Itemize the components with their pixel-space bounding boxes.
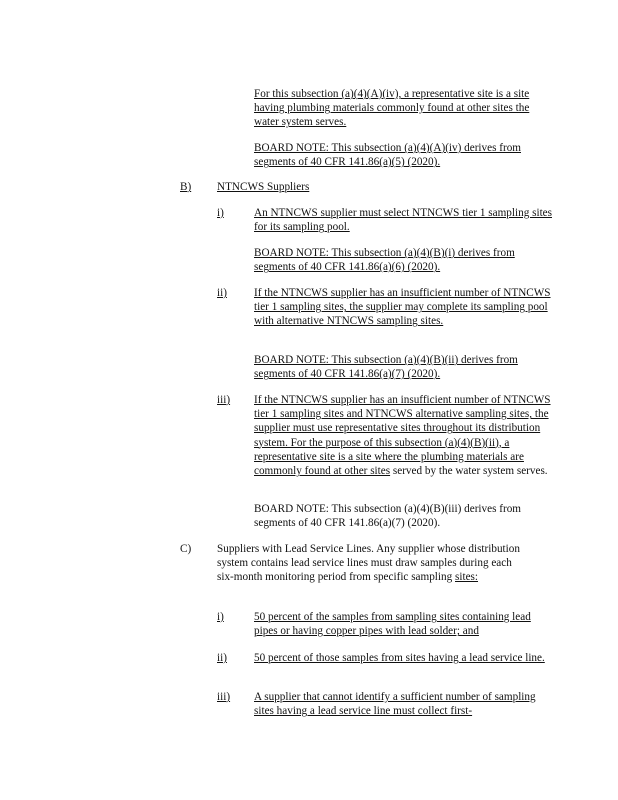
paragraph-representative-site: For this subsection (a)(4)(A)(iv), a representative site is a site having plumbing materials commonly found at other sites the water system serves. — [254, 88, 530, 129]
section-heading-b: NTNCWS Suppliers — [217, 181, 310, 193]
item-label-c-iii: iii) — [217, 691, 231, 703]
item-text-c-ii: 50 percent of those samples from sites having a lead service line. — [254, 652, 545, 664]
item-label-c-ii: ii) — [217, 652, 227, 664]
board-note-b-i: BOARD NOTE: This subsection (a)(4)(B)(i) derives from segments of 40 CFR 141.86(a)(6) (2020). — [254, 247, 515, 274]
board-note-b-ii: BOARD NOTE: This subsection (a)(4)(B)(ii) derives from segments of 40 CFR 141.86(a)(7) (2020). — [254, 354, 518, 381]
section-text-c — [217, 542, 522, 585]
item-text-b-iii — [254, 393, 554, 478]
item-label-b-iii: iii) — [217, 394, 231, 406]
board-note-b-iii: BOARD NOTE: This subsection (a)(4)(B)(iii) derives from segments of 40 CFR 141.86(a)(7) (2020). — [254, 503, 521, 530]
section-label-c: C) — [180, 543, 192, 555]
item-text-b-ii: If the NTNCWS supplier has an insufficient number of NTNCWS tier 1 sampling sites, the supplier may complete its sampling pool with alternative NTNCWS sampling sites. — [254, 287, 551, 328]
section-label-b: B) — [180, 181, 192, 193]
item-label-c-i: i) — [217, 611, 224, 623]
item-text-c-i: 50 percent of the samples from sampling sites containing lead pipes or having copper pipes with lead solder; and — [254, 611, 531, 638]
item-label-b-ii: ii) — [217, 287, 227, 299]
board-note-a4aiv: BOARD NOTE: This subsection (a)(4)(A)(iv) derives from segments of 40 CFR 141.86(a)(5) (2020). — [254, 142, 521, 169]
item-text-c-iii: A supplier that cannot identify a sufficient number of sampling sites having a lead service line must collect first- — [254, 691, 536, 718]
section-text-c-underlined: sites: — [455, 571, 479, 584]
section-text-c-plain: Suppliers with Lead Service Lines. Any supplier whose distribution system contains lead service lines must draw samples during each six-month monitoring period from specific sampling — [217, 543, 520, 584]
item-text-b-iii-plain: served by the water system serves. — [392, 465, 548, 478]
item-text-b-iii-underlined: If the NTNCWS supplier has an insufficient number of NTNCWS tier 1 sampling sites and NTNCWS alternative sampling sites, the supplier must use representative sites throughout its distribution system. For the purpose of this subsection (a)(4)(B)(ii), a representative site is a site where the plumbing materials are commonly found at other sites — [254, 394, 551, 478]
item-text-b-i: An NTNCWS supplier must select NTNCWS tier 1 sampling sites for its sampling pool. — [254, 207, 552, 234]
item-label-b-i: i) — [217, 207, 224, 219]
